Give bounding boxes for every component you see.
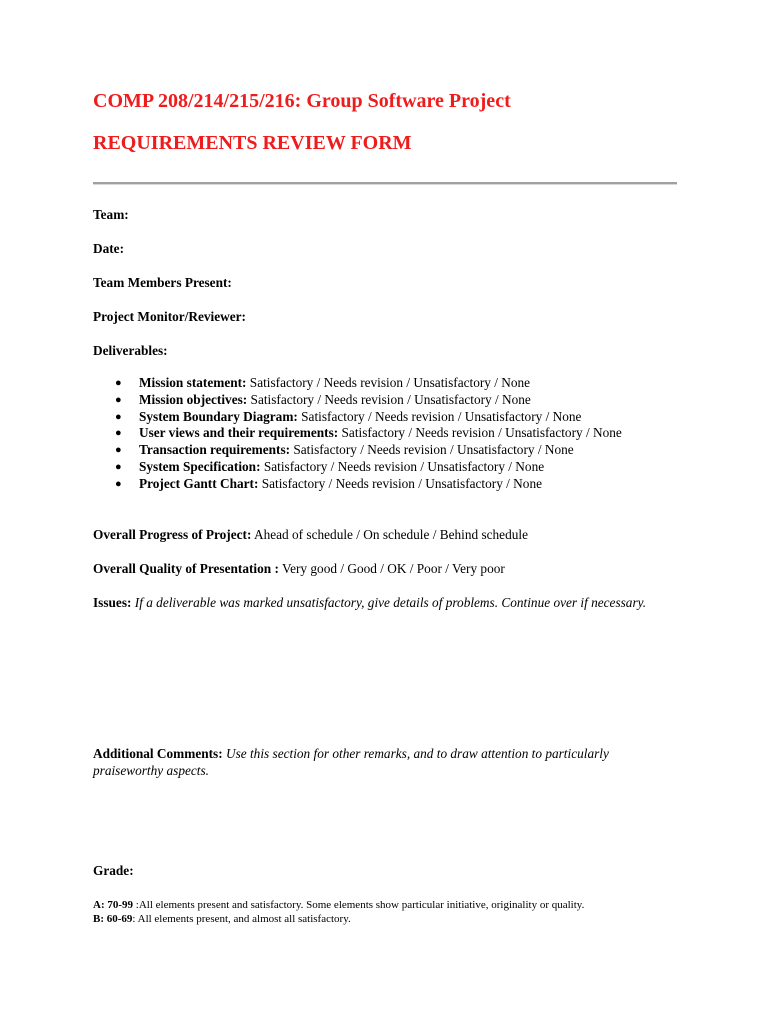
quality-options: Very good / Good / OK / Poor / Very poor [278, 561, 505, 576]
issues-label: Issues: [93, 595, 132, 610]
deliverable-options: Satisfactory / Needs revision / Unsatisfactory / None [290, 442, 574, 458]
bullet-icon: ● [115, 393, 122, 406]
grade-range: A: 70-99 [93, 899, 134, 911]
progress-options: Ahead of schedule / On schedule / Behind schedule [251, 527, 528, 542]
list-item [115, 392, 675, 409]
grade-row-a [93, 898, 584, 912]
overall-quality [93, 561, 505, 577]
issues-instructions: If a deliverable was marked unsatisfactory, give details of problems. Continue over if necessary. [131, 595, 647, 610]
deliverables-list [115, 375, 675, 493]
course-title: COMP 208/214/215/216: Group Software Project [93, 90, 511, 112]
deliverable-label: Project Gantt Chart: [139, 475, 259, 491]
deliverable-options: Satisfactory / Needs revision / Unsatisfactory / None [338, 425, 622, 441]
list-item [115, 409, 675, 426]
grade-scale [93, 898, 584, 926]
date-label: Date: [93, 241, 125, 256]
form-title: REQUIREMENTS REVIEW FORM [93, 132, 412, 154]
grade-row-b [93, 912, 584, 926]
progress-label: Overall Progress of Project: [93, 527, 252, 542]
bullet-icon: ● [115, 427, 122, 440]
issues-section [93, 595, 677, 612]
deliverable-options: Satisfactory / Needs revision / Unsatisfactory / None [246, 375, 531, 390]
bullet-icon: ● [115, 477, 122, 490]
overall-progress [93, 527, 528, 543]
deliverable-label: Transaction requirements: [139, 442, 291, 458]
list-item [115, 442, 675, 459]
deliverable-options: Satisfactory / Needs revision / Unsatisfactory / None [260, 458, 545, 474]
quality-label: Overall Quality of Presentation : [93, 561, 279, 576]
list-item [115, 375, 675, 392]
list-item [115, 425, 675, 442]
bullet-icon: ● [115, 460, 122, 473]
grade-description: :All elements present and satisfactory. Some elements show particular initiative, originality or quality. [133, 899, 585, 911]
bullet-icon: ● [115, 377, 122, 389]
comments-section [93, 746, 677, 779]
comments-instructions: Use this section for other remarks, and to draw attention to particularly praiseworthy aspects. [93, 746, 609, 778]
deliverable-label: System Specification: [139, 458, 261, 474]
grade-description: : All elements present, and almost all satisfactory. [132, 913, 351, 925]
deliverable-options: Satisfactory / Needs revision / Unsatisfactory / None [297, 408, 582, 424]
deliverable-options: Satisfactory / Needs revision / Unsatisfactory / None [247, 391, 531, 407]
list-item [115, 459, 675, 476]
deliverable-label: Mission statement: [139, 375, 247, 390]
grade-label: Grade: [93, 863, 134, 878]
deliverable-label: User views and their requirements: [139, 425, 339, 441]
grade-range: B: 60-69 [93, 913, 133, 925]
deliverable-label: Mission objectives: [139, 391, 248, 407]
team-members-label: Team Members Present: [93, 275, 232, 290]
team-label: Team: [93, 207, 129, 222]
deliverable-label: System Boundary Diagram: [139, 408, 298, 424]
bullet-icon: ● [115, 444, 122, 457]
bullet-icon: ● [115, 410, 122, 423]
deliverable-options: Satisfactory / Needs revision / Unsatisfactory / None [258, 475, 542, 491]
horizontal-divider [93, 182, 677, 185]
list-item [115, 476, 675, 493]
comments-label: Additional Comments: [93, 746, 223, 761]
deliverables-label: Deliverables: [93, 343, 168, 358]
monitor-label: Project Monitor/Reviewer: [93, 309, 246, 324]
